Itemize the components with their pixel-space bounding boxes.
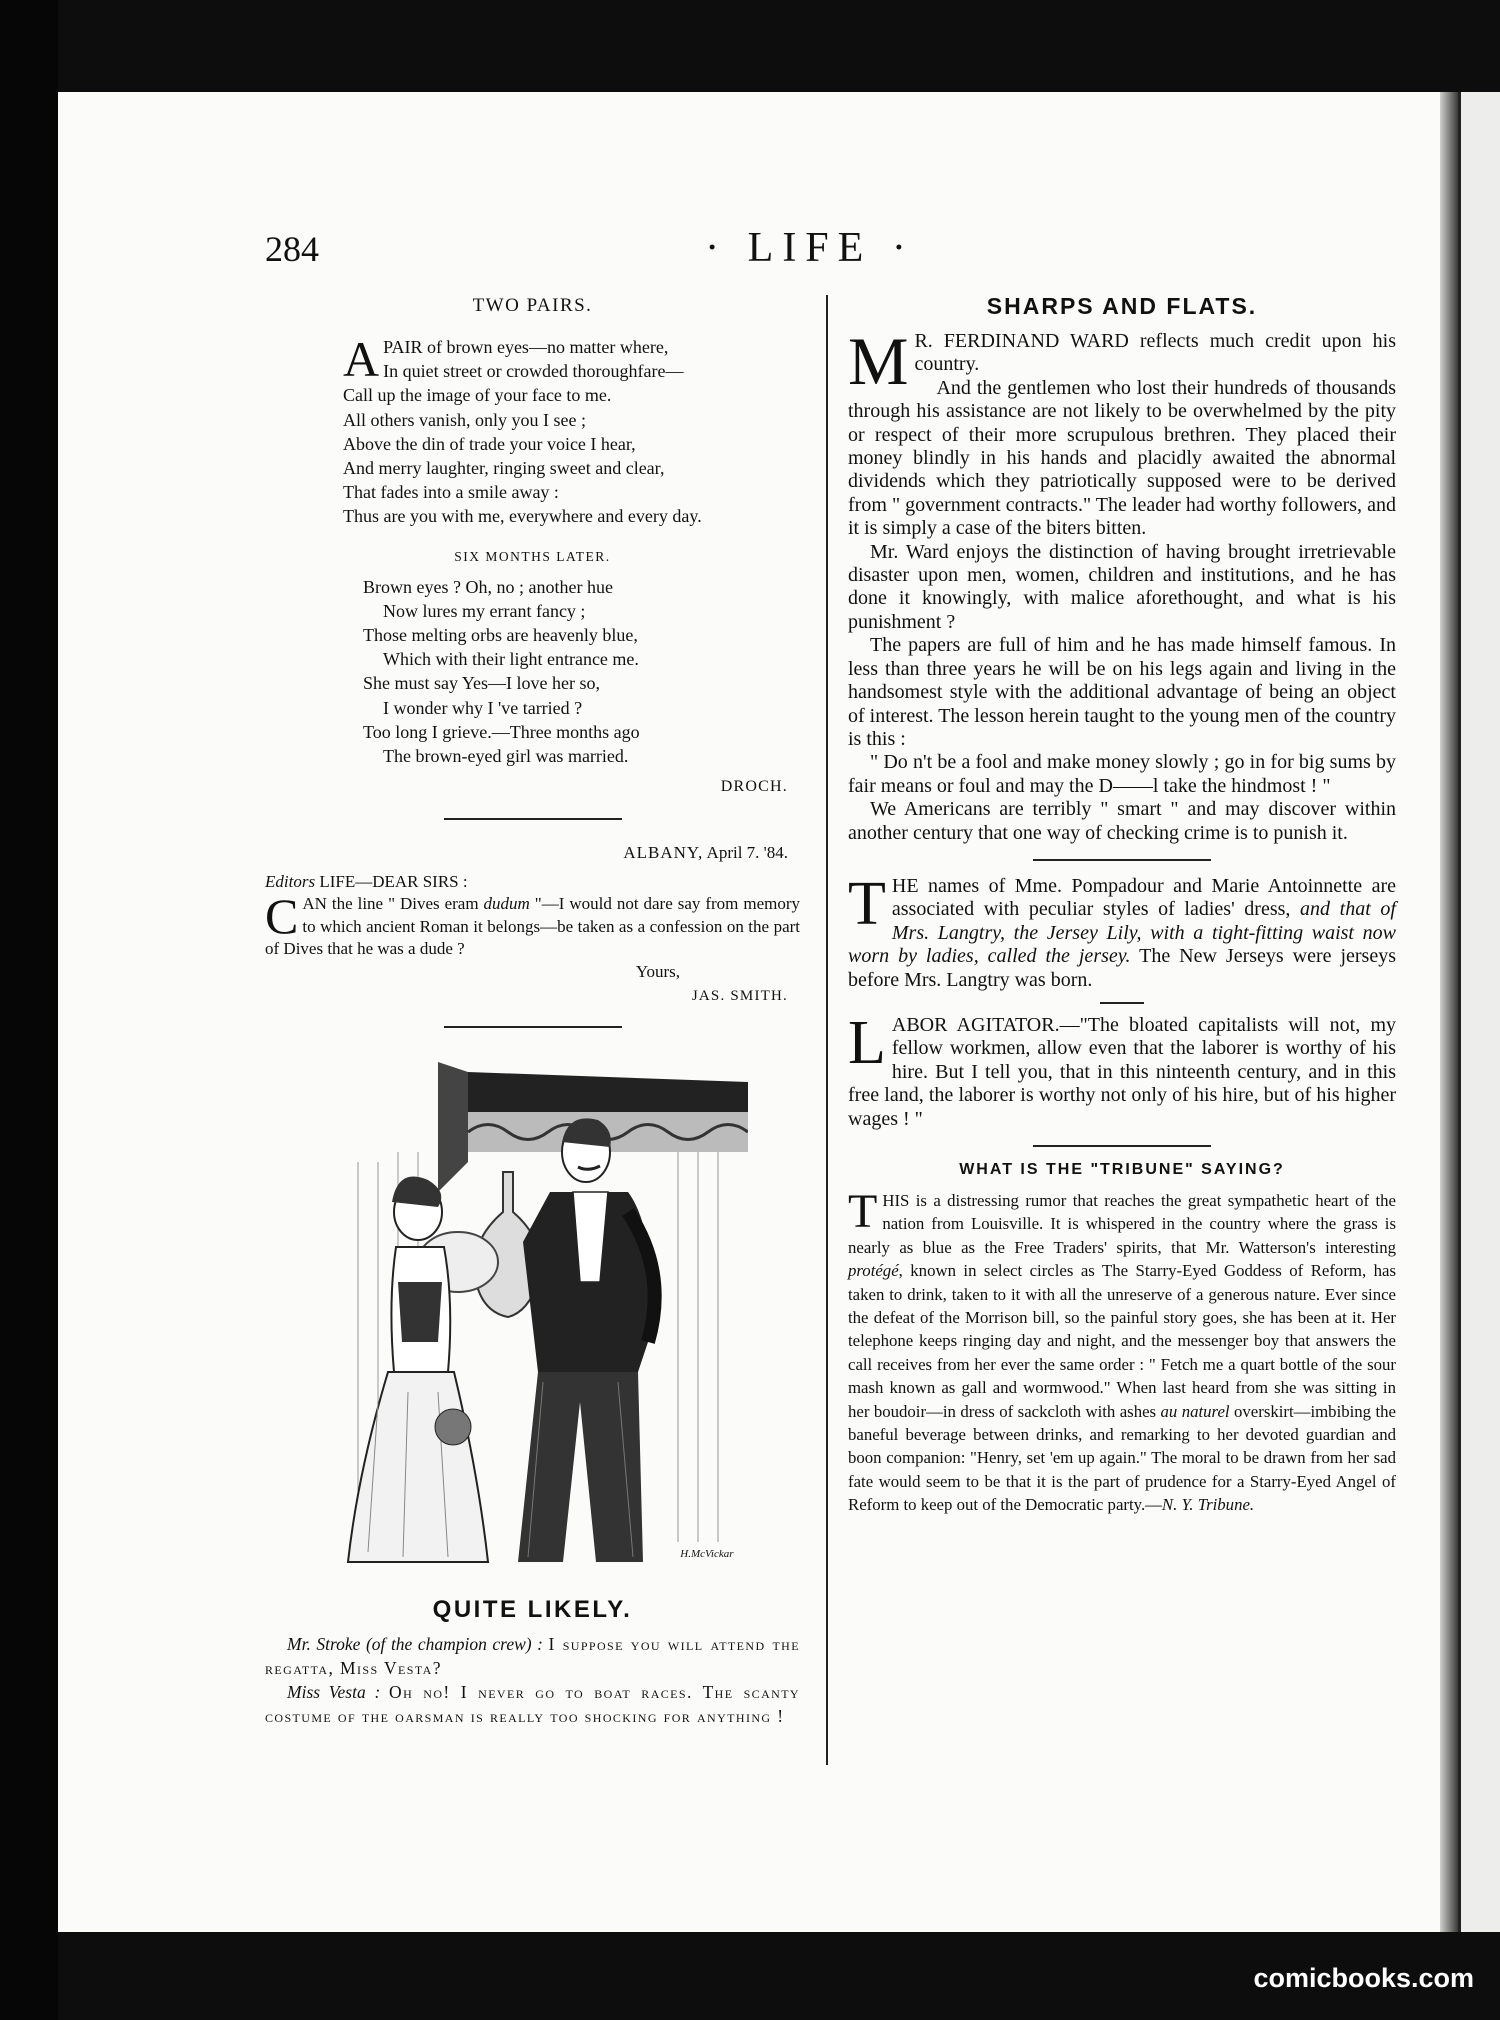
- paragraph: [848, 798, 1396, 845]
- poem-signature: DROCH.: [720, 778, 788, 796]
- article-pompadour: [848, 869, 1396, 992]
- salutation-text: LIFE—DEAR SIRS :: [319, 871, 468, 891]
- cartoon-dialogue: [265, 1632, 800, 1728]
- poem-dropcap: A: [343, 331, 380, 387]
- paragraph-italic: au naturel: [1160, 1401, 1230, 1421]
- paragraph-italic: protégé: [848, 1261, 899, 1281]
- letter-signature: JAS. SMITH.: [691, 988, 788, 1005]
- paragraph: [848, 634, 1396, 751]
- letter-dropcap: C: [265, 888, 299, 945]
- article-title: SHARPS AND FLATS.: [986, 293, 1258, 319]
- salutation-italic: Editors: [265, 871, 320, 891]
- article-dropcap: T: [848, 1185, 878, 1238]
- poem-line: Brown eyes ? Oh, no ; another hue: [363, 576, 613, 597]
- paragraph-text: And the gentlemen who lost their hundreds of thousands through his assistance are not likely to be overwhelmed by the pity or respect of their more scrupulous brethren. They placed their money blindly in his hands and placidly awaited the abnormal dividends which they patriotically supposed were to be derived from " government contracts." The leader had worthy followers, and it is simply a case of the biters bitten.: [848, 376, 1396, 540]
- section-rule: [444, 1026, 622, 1028]
- poem-subtitle: SIX MONTHS LATER.: [454, 548, 611, 564]
- paragraph-text: The papers are full of him and he has made himself famous. In less than three years he will be on his legs again and living in the handsomest style with the additional advantage of being an object of interest. The lesson herein taught to the young men of the country is this :: [848, 634, 1396, 750]
- article-sharps-and-flats: [848, 323, 1396, 845]
- poem-line: Call up the image of your face to me.: [343, 385, 612, 406]
- poem-line: Thus are you with me, everywhere and every day.: [343, 506, 702, 527]
- poem-line: All others vanish, only you I see ;: [343, 409, 586, 430]
- right-column: [848, 293, 1396, 1517]
- page-number: 284: [265, 229, 319, 269]
- article-dropcap: L: [848, 1008, 886, 1077]
- paragraph-text: , known in select circles as The Starry-Eyed Goddess of Reform, has taken to drink, taken to it with all the unreserve of a generous nature. Ever since the defeat of the Morrison bill, so the painful story goes, she has been at it. Her telephone keeps ringing day and night, and the messenger boy that answers the call receives from her ever the same order : " Fetch me a quart bottle of the sour mash known as gall and wormwood." When last heard from she was sitting in her boudoir—in dress of sackcloth with ashes: [848, 1261, 1396, 1421]
- article-dropcap: M: [848, 323, 909, 399]
- speaker: Mr. Stroke: [287, 1633, 361, 1654]
- poem-line: And merry laughter, ringing sweet and clear,: [343, 458, 665, 479]
- letter-dateline: [265, 842, 800, 865]
- letter-text: AN the line " Dives eram: [302, 894, 484, 914]
- paragraph-text: HIS is a distressing rumor that reaches the great sympathetic heart of the nation from Louisville. It is whispered in the country where the grass is nearly as blue as the Free Traders' spirits, that Mr. Watterson's interesting: [848, 1191, 1396, 1257]
- poem-line: I wonder why I 've tarried ?: [383, 697, 583, 718]
- cartoon-drawing: [318, 1042, 748, 1582]
- poem-line: That fades into a smile away :: [343, 482, 559, 503]
- next-page-edge: [1458, 92, 1500, 1932]
- section-rule: [1033, 859, 1211, 861]
- letter-to-editors: [265, 842, 800, 1008]
- poem-line: Too long I grieve.—Three months ago: [363, 721, 640, 742]
- paragraph-text: We Americans are terribly " smart " and may discover within another century that one way of checking crime is to punish it.: [848, 798, 1396, 844]
- speaker: Miss Vesta :: [287, 1681, 390, 1702]
- paragraph-italic: and that of Mrs. Langtry, the Jersey Lily, with a tight-fitting waist now worn by ladies, called the jersey.: [848, 898, 1396, 968]
- poem-line: She must say Yes—I love her so,: [363, 673, 600, 694]
- paragraph-text: " Do n't be a fool and make money slowly ; go in for big sums by fair means or foul and may the D——l take the hindmost ! ": [848, 751, 1396, 797]
- scan-edge: [0, 0, 58, 2020]
- poem-line: Those melting orbs are heavenly blue,: [363, 625, 638, 646]
- poem-line: PAIR of brown eyes—no matter where,: [383, 337, 669, 357]
- paragraph: [848, 751, 1396, 798]
- paragraph: [848, 377, 1396, 541]
- paragraph-text: R. FERDINAND WARD reflects much credit upon his country.: [914, 330, 1396, 376]
- dialogue-text: I suppose you will attend the regatta, Miss Vesta?: [265, 1633, 800, 1678]
- column-divider: [826, 295, 828, 1765]
- dialogue-text: Oh no! I never go to boat races. The scanty costume of the oarsman is really too shocking for anything !: [265, 1681, 800, 1726]
- poem-line: Which with their light entrance me.: [383, 649, 639, 670]
- watermark: comicbooks.com: [1253, 1963, 1474, 1993]
- poem-line: The brown-eyed girl was married.: [383, 746, 629, 767]
- poem-line: Above the din of trade your voice I hear,: [343, 433, 636, 454]
- poem-line: In quiet street or crowded thoroughfare—: [383, 361, 684, 382]
- paragraph-italic: N. Y. Tribune.: [1161, 1495, 1255, 1515]
- article-tribune: [848, 1185, 1396, 1517]
- paragraph: [848, 1008, 1396, 1131]
- paragraph-text: The New Jerseys were jerseys before Mrs. Langtry was born.: [848, 945, 1396, 991]
- letter-text: "—I would not dare say from memory to which ancient Roman it belongs—be taken as a confession on the part of Dives that he was a dude ?: [265, 894, 801, 959]
- poem-two-pairs: [265, 331, 800, 529]
- cartoon-illustration: [318, 1042, 748, 1582]
- letter-italic: dudum: [483, 894, 530, 914]
- left-column: [265, 295, 800, 1728]
- dateline-date: April 7. '84.: [703, 843, 788, 863]
- section-rule: [1100, 1002, 1144, 1004]
- gutter-shadow: [1440, 92, 1458, 1932]
- article-labor-agitator: [848, 1008, 1396, 1131]
- paragraph: [848, 1185, 1396, 1517]
- paragraph: [848, 323, 1396, 399]
- article-dropcap: T: [848, 869, 886, 938]
- speaker-note: (of the champion crew) :: [360, 1633, 549, 1654]
- letter-closing: Yours,: [635, 961, 680, 981]
- paragraph-text: overskirt—imbibing the baneful beverage between drinks, and remarking to her devoted guardian and boon companion: "Henry, set 'em up again." The moral to be drawn from her sad fate would seem to be that it is the part of prudence for a Starry-Eyed Angel of Reform to keep out of the Democratic party.—: [848, 1401, 1396, 1515]
- masthead-title: · LIFE ·: [705, 225, 915, 271]
- poem-six-months-later: [265, 575, 800, 769]
- paragraph-text: HE names of Mme. Pompadour and Marie Antoinnette are associated with peculiar styles of ladies' dress,: [891, 874, 1396, 921]
- paragraph-text: ABOR AGITATOR.—"The bloated capitalists will not, my fellow workmen, allow even that the laborer is worthy of his hire. But I tell you, that in this ninteenth century, and in this free land, the laborer is worthy not only of his hire, but of his higher wages ! ": [848, 1013, 1396, 1130]
- poem-line: Now lures my errant fancy ;: [383, 600, 586, 621]
- paragraph-text: Mr. Ward enjoys the distinction of having brought irretrievable disaster upon men, women, children and institutions, and he has done it knowingly, with malice aforethought, and what is his punishment ?: [848, 540, 1396, 633]
- dateline-place: ALBANY,: [623, 843, 704, 863]
- letter-body: [265, 888, 801, 961]
- artist-signature: H.McVickar: [680, 1547, 734, 1560]
- cartoon-caption-title: QUITE LIKELY.: [432, 1595, 633, 1623]
- dialogue-line: [265, 1632, 800, 1680]
- dialogue-line: [265, 1680, 800, 1728]
- paragraph: [848, 541, 1396, 635]
- paragraph: [848, 869, 1396, 992]
- letter-salutation: [265, 871, 800, 894]
- article-title: WHAT IS THE "TRIBUNE" SAYING?: [959, 1161, 1285, 1178]
- section-rule: [444, 818, 622, 820]
- section-rule: [1033, 1145, 1211, 1147]
- poem-title: TWO PAIRS.: [472, 295, 593, 316]
